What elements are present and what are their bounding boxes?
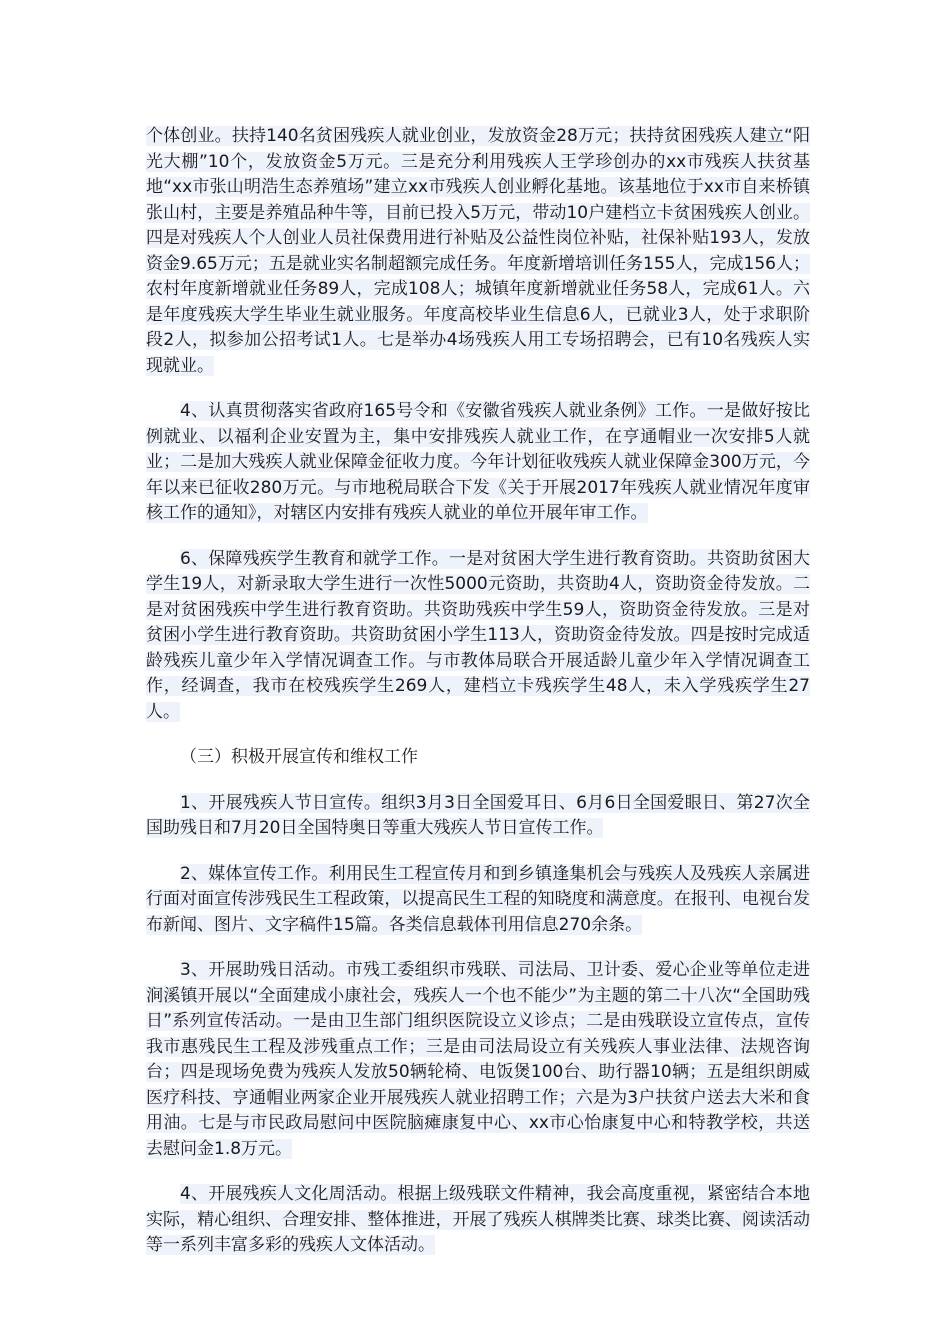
paragraph-media-publicity: [146, 862, 810, 939]
section-heading: [146, 745, 810, 771]
paragraph-text: 4、认真贯彻落实省政府165号令和《安徽省残疾人就业条例》工作。一是做好按比例就业、以福利企业安置为主，集中安排残疾人就业工作，在亨通帽业一次安排5人就业；二是加大残疾人就业保障金征收力度。今年计划征收残疾人就业保障金300万元，今年以来已征收280万元。与市地税局联合下发《关于开展2017年残疾人就业情况年度审核工作的通知》，对辖区内安排有残疾人就业的单位开展年审工作。: [146, 401, 810, 523]
paragraph-text: 个体创业。扶持140名贫困残疾人就业创业，发放资金28万元；扶持贫困残疾人建立“阳光大棚”10个，发放资金5万元。三是充分利用残疾人王学珍创办的xx市残疾人扶贫基地“xx市张山明浩生态养殖场”建立xx市残疾人创业孵化基地。该基地位于xx市自来桥镇张山村，主要是养殖品种牛等，目前已投入5万元，带动10户建档立卡贫困残疾人创业。四是对残疾人个人创业人员社保费用进行补贴及公益性岗位补贴，社保补贴193人，发放资金9.65万元；五是就业实名制超额完成任务。年度新增培训任务155人，完成156人；农村年度新增就业任务89人，完成108人；城镇年度新增就业任务58人，完成61人。六是年度残疾大学生毕业生就业服务。年度高校毕业生信息6人，已就业3人，处于求职阶段2人，拟参加公招考试1人。七是举办4场残疾人用工专场招聘会，已有10名残疾人实现就业。: [146, 126, 810, 376]
paragraph-employment-regulation: [146, 399, 810, 527]
paragraph-text: 1、开展残疾人节日宣传。组织3月3日全国爱耳日、6月6日全国爱眼日、第27次全国助残日和7月20日全国特奥日等重大残疾人节日宣传工作。: [146, 792, 810, 838]
document-page: [146, 124, 810, 1279]
paragraph-text: 3、开展助残日活动。市残工委组织市残联、司法局、卫计委、爱心企业等单位走进涧溪镇开展以“全面建成小康社会，残疾人一个也不能少”为主题的第二十八次“全国助残日”系列宣传活动。一是由卫生部门组织医院设立义诊点；二是由残联设立宣传点，宣传我市惠残民生工程及涉残重点工作；三是由司法局设立有关残疾人事业法律、法规咨询台；四是现场免费为残疾人发放50辆轮椅、电饭煲100台、助行器10辆；五是组织朗威医疗科技、亨通帽业两家企业开展残疾人就业招聘工作；六是为3户扶贫户送去大米和食用油。七是与市民政局慰问中医院脑瘫康复中心、xx市心怡康复中心和特教学校，共送去慰问金1.8万元。: [146, 960, 810, 1159]
paragraph-text: 4、开展残疾人文化周活动。根据上级残联文件精神，我会高度重视，紧密结合本地实际，精心组织、合理安排、整体推进，开展了残疾人棋牌类比赛、球类比赛、阅读活动等一系列丰富多彩的残疾人文体活动。: [146, 1184, 810, 1255]
paragraph-text: 6、保障残疾学生教育和就学工作。一是对贫困大学生进行教育资助。共资助贫困大学生19人，对新录取大学生进行一次性5000元资助，共资助4人，资助资金待发放。二是对贫困残疾中学生进行教育资助。共资助残疾中学生59人，资助资金待发放。三是对贫困小学生进行教育资助。共资助贫困小学生113人，资助资金待发放。四是按时完成适龄残疾儿童少年入学情况调查工作。与市教体局联合开展适龄儿童少年入学情况调查工作，经调查，我市在校残疾学生269人，建档立卡残疾学生48人，未入学残疾学生27人。: [146, 548, 810, 722]
paragraph-text: 2、媒体宣传工作。利用民生工程宣传月和到乡镇逢集机会与残疾人及残疾人亲属进行面对面宣传涉残民生工程政策，以提高民生工程的知晓度和满意度。在报刊、电视台发布新闻、图片、文字稿件15篇。各类信息载体刊用信息270余条。: [146, 863, 810, 935]
paragraph-employment-continued: [146, 124, 810, 379]
paragraph-student-education: [146, 547, 810, 726]
paragraph-holiday-publicity: [146, 791, 810, 842]
section-heading-text: （三）积极开展宣传和维权工作: [180, 747, 418, 767]
paragraph-culture-week: [146, 1182, 810, 1259]
paragraph-assistance-day: [146, 958, 810, 1162]
